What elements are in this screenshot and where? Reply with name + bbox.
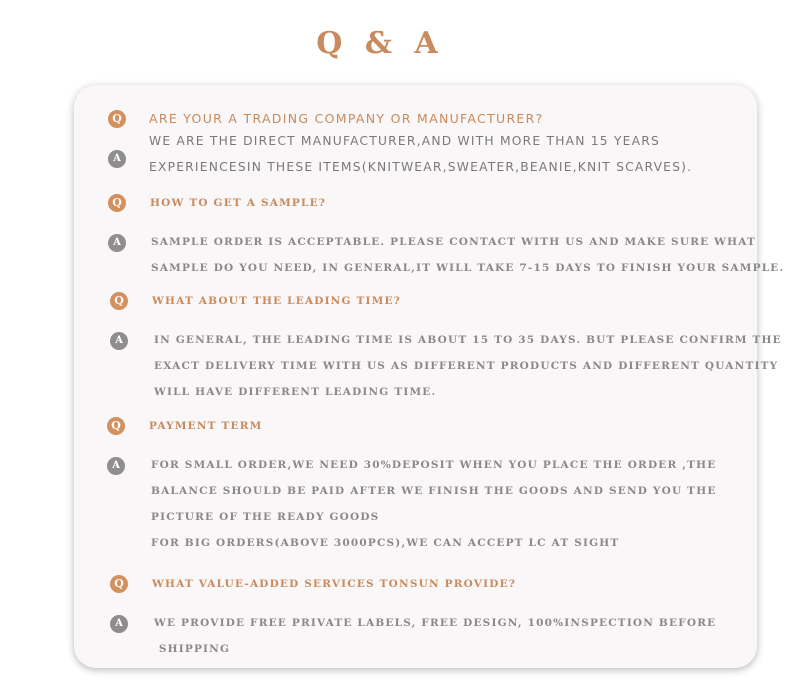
answer-line: SAMPLE DO YOU NEED, IN GENERAL,IT WILL TAKE 7-15 DAYS TO FINISH YOUR SAMPLE. [151, 262, 785, 274]
question-5-text: WHAT VALUE-ADDED SERVICES TONSUN PROVIDE? [152, 578, 517, 590]
answer-icon: A [107, 457, 125, 475]
answer-line: WE PROVIDE FREE PRIVATE LABELS, FREE DESIGN, 100%INSPECTION BEFORE [154, 617, 717, 629]
question-icon: Q [107, 417, 125, 435]
answer-4-text [151, 452, 717, 556]
answer-2-text [151, 229, 784, 281]
answer-icon: A [108, 234, 126, 252]
question-icon: Q [108, 194, 126, 212]
answer-line: IN GENERAL, THE LEADING TIME IS ABOUT 15 TO 35 DAYS. BUT PLEASE CONFIRM THE [154, 334, 782, 346]
answer-line: WE ARE THE DIRECT MANUFACTURER,AND WITH MORE THAN 15 YEARS [149, 134, 660, 148]
page-title: Q & A [316, 26, 444, 61]
answer-5-text [154, 610, 716, 662]
question-icon: Q [110, 292, 128, 310]
answer-line: EXPERIENCESIN THESE ITEMS(KNITWEAR,SWEATER,BEANIE,KNIT SCARVES). [149, 160, 693, 174]
question-4-text: PAYMENT TERM [149, 420, 263, 432]
answer-icon: A [110, 332, 128, 350]
answer-line: BALANCE SHOULD BE PAID AFTER WE FINISH THE GOODS AND SEND YOU THE [151, 485, 717, 497]
answer-line: SAMPLE ORDER IS ACCEPTABLE. PLEASE CONTACT WITH US AND MAKE SURE WHAT [151, 236, 757, 248]
answer-3-text [154, 327, 782, 405]
answer-line: PICTURE OF THE READY GOODS [151, 511, 380, 523]
answer-line: EXACT DELIVERY TIME WITH US AS DIFFERENT PRODUCTS AND DIFFERENT QUANTITY [154, 360, 779, 372]
question-icon: Q [108, 110, 126, 128]
answer-icon: A [108, 150, 126, 168]
answer-1-text [149, 128, 692, 180]
answer-line: SHIPPING [154, 643, 231, 655]
question-3-text: WHAT ABOUT THE LEADING TIME? [152, 295, 402, 307]
question-1-text: ARE YOUR A TRADING COMPANY OR MANUFACTURER? [149, 111, 544, 126]
question-icon: Q [110, 575, 128, 593]
answer-icon: A [110, 615, 128, 633]
answer-line: FOR SMALL ORDER,WE NEED 30%DEPOSIT WHEN YOU PLACE THE ORDER ,THE [151, 459, 717, 471]
answer-line: WILL HAVE DIFFERENT LEADING TIME. [154, 386, 437, 398]
answer-line: FOR BIG ORDERS(ABOVE 3000PCS),WE CAN ACCEPT LC AT SIGHT [151, 537, 620, 549]
question-2-text: HOW TO GET A SAMPLE? [150, 197, 327, 209]
